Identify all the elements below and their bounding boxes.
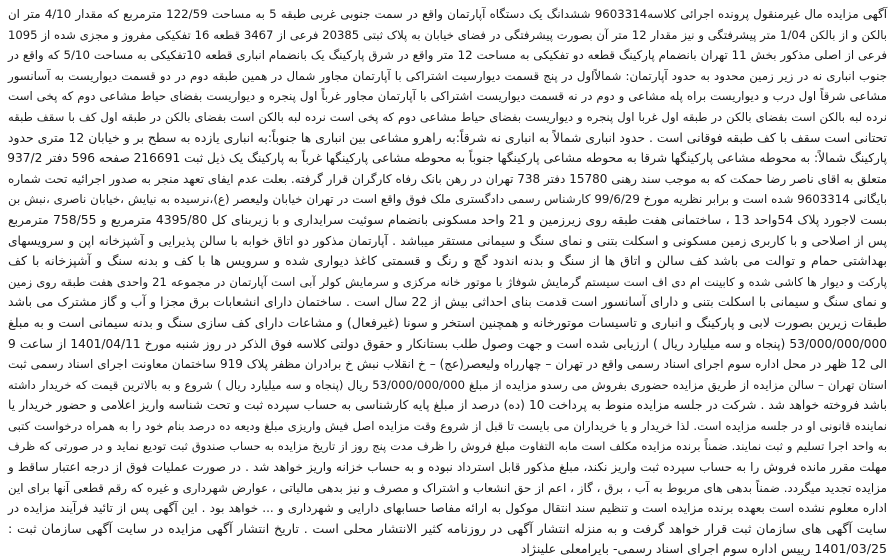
notice-line: بایگانی 9603314 شده است و برابر نظریه مورخ 99/6/29 کارشناس رسمی دادگستری ملک فوق واقع است در تهران خیابان ولیعصر (ع)،نرسیده به نیایش ،خیابان ناصری ،نبش بن xyxy=(8,192,887,207)
notice-line: مزایده تجدید میگردد. ضمناً بدهی های مربوط به آب ، برق ، گاز ، اعم از حق انشعاب و اشتراک و مصرف و نیز بدهی مالیاتی ، عوارض شهرداری و غیره که رقم قطعی آنها برای این xyxy=(8,480,887,495)
notice-line: مشاعی شرقاً اول درب و دیواریست براه پله مشاعی و دوم در نه قسمت دیواریست اشتراکی با آپارتمان مجاور غرباً اول پنجره و دیواریست بفضای حیاط مشاعی دوم که پخی است xyxy=(8,89,887,104)
notice-line: باشد فروخته خواهد شد . شرکت در جلسه مزایده منوط به پرداخت 10 (ده) درصد از مبلغ پایه کارشناسی به حساب سپرده ثبت و تحت شناسه واریز اعلامی و حضور خریدار یا xyxy=(8,398,887,413)
auction-notice xyxy=(7,4,888,557)
notice-line: 53/000/000/000 (پنجاه و سه میلیارد ریال ) ارزیابی شده است و جهت وصول طلب بستانکار و حقوق دولتی کلاسه فوق الذکر در روز شنبه مورخ 1401/04/11 از ساعت 9 xyxy=(8,336,887,351)
notice-line: مهلت مقرر مانده فروش را به حساب سپرده ثبت واریز نکند، مبلغ مذکور قابل استرداد نبوده و به حساب خزانه واریز خواهد شد . در صورت عملیات فوق از درجه اعتبار ساقط و xyxy=(8,460,887,475)
notice-line: بالکن و از بالکن 1/04 متر پیشرفتگی و نیز مقدار 12 متر آن بصورت پیشرفتگی در فضای خیابان به پلاک ثبتی 20385 فرعی از 3467 قطعه 16 تفکیکی مفروز و مجزی شده از 1095 xyxy=(8,27,887,42)
notice-line: الی 12 ظهر در محل اداره سوم اجرای اسناد رسمی واقع در تهران – چهارراه ولیعصر(عج) – خ انقلاب نبش خ برادران مظفر پلاک 919 ساختمان معاونت اجرای اسناد رسمی ثبت xyxy=(8,357,887,372)
notice-line: پارکت و دیوار ها کاشی شده و کابینت ام دی اف است سیستم گرمایش شوفاژ با موتور خانه مرکزی و سرمایش کولر آبی است آپارتمان در مجموعه 21 واحدی هفت طبقه روی زمین xyxy=(8,274,887,289)
notice-signature-line: 1401/03/25 رییس اداره سوم اجرای اسناد رسمی- بایرامعلی علینژاد xyxy=(520,541,887,557)
notice-line: به واحد اجرا تسلیم و ثبت نمایند. ضمناً برنده مزایده مکلف است مابه التفاوت مبلغ فروش را ظرف مدت پنج روز از تاریخ مزایده به حساب صندوق ثبت تودیع نماید و در صورتی که ظرف xyxy=(8,439,887,454)
notice-line: استان تهران – سالن مزایده از طریق مزایده حضوری بفروش می رسدو مزایده از مبلغ 53/000/000/000 ریال (پنجاه و سه میلیارد ریال ) شروع و به بالاترین قیمت که خریدار داشته xyxy=(8,377,887,392)
notice-line: طبقات زیرین بصورت لابی و پارکینگ و انباری و تاسیسات موتورخانه و همچنین استخر و سونا (غیرفعال) و مشاعات دارای کف سازی سنگ و بدنه سیمانی است و به مبلغ xyxy=(8,314,887,330)
notice-line: جنوب انباری نه در زیر زمین محدود به حدود آپارتمان: شمالاًاول در پنج قسمت دیوارسیت اشتراکی با آپارتمان مجاور شمال در همین طبقه دوم در دو قسمت دیواریست به آسانسور xyxy=(8,68,887,83)
notice-line: و نمای سنگ و سیمانی با اسکلت بتنی و دارای آسانسور است قدمت بنای احداثی بیش از 22 سال است . ساختمان دارای انشعابات برق مجزا و آب و گاز مشترک می باشد xyxy=(8,294,887,310)
notice-line: تحتانی است سقف با کف طبقه فوقانی است . حدود انباری شمالاً به انباری نه شرقاً:به راهرو مشاعی بین انباری ها جنوباً:به انباری یازده به سطح بر و خیابان 12 متری حدود xyxy=(8,129,888,145)
notice-line: نماینده قانونی او در جلسه مزایده است. لذا خریدار و یا خریداران می بایست تا قبل از شروع وقت مزایده اصل فیش واریزی مبلغ ودیعه ده درصد بنام خود را به همراه درخواست کتبی xyxy=(8,418,887,433)
notice-line: آگهی مزایده مال غیرمنقول پرونده اجرائی کلاسه9603314 ششدانگ یک دستگاه آپارتمان واقع در سمت جنوبی غربی طبقه 5 به مساحت 122/59 مترمربع که مقدار 4/10 متر ان xyxy=(8,7,887,21)
notice-line: سایت آگهی های سازمان ثبت قرار خواهد گرفت و به منزله انتشار آگهی در روزنامه کثیر الانتشار محلی است . تاریخ انتشار آگهی مزایده در سایت آگهی سازمان ثبت : xyxy=(8,520,887,536)
notice-line: پارکینگ شمالاً: به محوطه مشاعی پارکینگها شرقا به محوطه مشاعی پارکینگها جنوباً به محوطه مشاعی پارکینگها غرباً به پارکینگ یک ذیل ثبت 216691 صفحه 596 دفتر 937/2 xyxy=(7,151,887,166)
notice-line: بست لاجورد پلاک 54واحد 13 ، ساختمانی هفت طبقه روی زیرزمین و 21 واحد مسکونی بانضمام سوئیت سرایداری و با زیربنای کل 4395/80 مترمربع و 758/55 مترمربع xyxy=(8,211,888,227)
notice-line: پس از اصلاحی و با کاربری زمین مسکونی و اسکلت بتنی و نمای سنگ و سیمانی مستقر میباشد . آپارتمان مذکور دو اتاق خوابه با سالن پذیرایی و آشپزخانه اپن و سرویسهای xyxy=(8,233,887,248)
notice-line: اداره معلوم نشده است بعهده برنده مزایده است و تنظیم سند انتقال موکول به ارائه مفاصا حسابهای دارایی و شهرداری و ... خواهد بود . این آگهی پس از تائید فرآیند مزایده در xyxy=(8,501,887,516)
notice-line: نرده لبه بالکن است بفضای بالکن در طبقه اول غربا اول پنجره و دیواریست بفضای حیاط مشاعی دوم که پخی است نرده لبه بالکن است بفضای بالکن در طبقه اول کف با سقف طبقه xyxy=(8,109,887,124)
notice-line: بهداشتی حمام و توالت می باشد کف سالن و اتاق ها از سنگ و بدنه اندود گچ و رنگ و قسمتی کاغذ دیواری شده و سرویس ها با کف و بدنه سنگ و آشپزخانه با کف xyxy=(8,253,887,269)
notice-line: فرعی از اصلی مذکور بخش 11 تهران بانضمام پارکینگ قطعه دو تفکیکی به مساحت 12 متر واقع در شرق پارکینگ یک بانضمام انباری قطعه 10تفکیکی به مساحت 5/10 که واقع در xyxy=(8,48,887,63)
notice-line: متعلق به اقای ناصر رضا حمکت که به موجب سند رهنی 15780 دفتر 738 تهران در رهن بانک رفاه کارگران قرار گرفته. بعلت عدم ایفای تعهد منجر به صدور اجرائیه تحت شماره xyxy=(8,171,888,186)
